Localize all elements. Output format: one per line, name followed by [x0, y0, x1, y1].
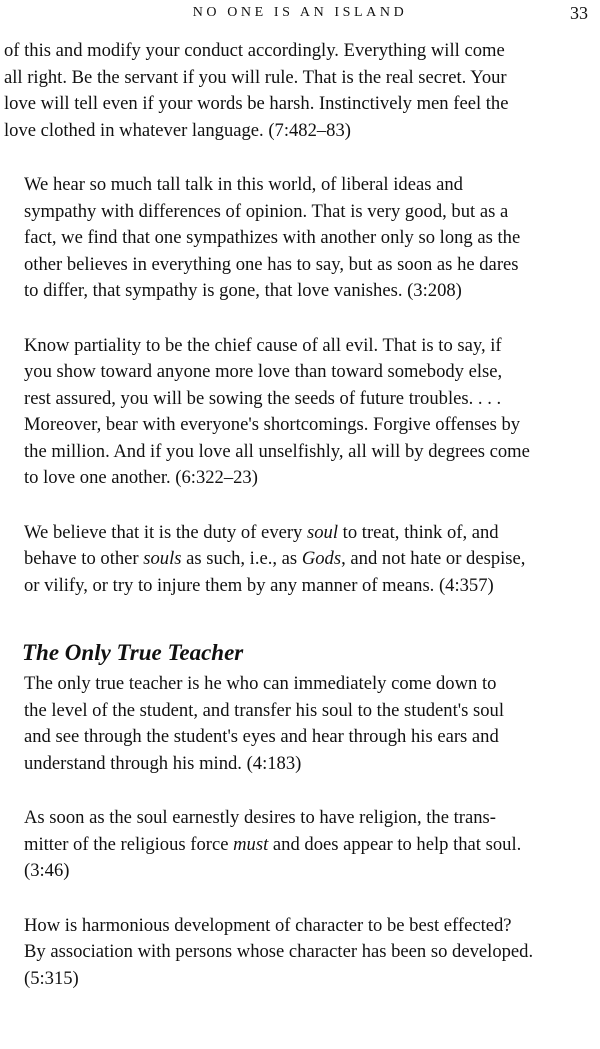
text-run: behave to other: [24, 548, 144, 569]
text-line: all right. Be the servant if you will rule. That is the real secret. Your: [4, 66, 507, 88]
text-line: fact, we find that one sympathizes with another only so long as the: [24, 227, 521, 248]
text-run: and does appear to help that soul.: [268, 833, 522, 855]
paragraph-spacer: [4, 305, 596, 333]
paragraph-spacer: [4, 144, 596, 172]
text-line: [4, 832, 596, 859]
italic-word: Gods: [301, 548, 342, 569]
section-heading: The Only True Teacher: [22, 640, 244, 665]
paragraph-6: [4, 805, 596, 885]
text-line: Know partiality to be the chief cause of all evil. That is to say, if: [24, 334, 502, 356]
text-run: mitter of the religious force: [24, 833, 234, 855]
paragraph-5: [4, 671, 596, 777]
paragraph-2: [4, 172, 596, 305]
running-title: NO ONE IS AN ISLAND: [192, 5, 408, 20]
text-line: (3:46): [24, 860, 70, 881]
italic-word: must: [233, 833, 269, 855]
text-line: other believes in everything one has to say, but as soon as he dares: [24, 253, 519, 275]
text-line: the level of the student, and transfer his soul to the student's soul: [24, 699, 504, 721]
text-line: We hear so much tall talk in this world, of liberal ideas and: [24, 174, 463, 195]
text-run: to treat, think of, and: [338, 521, 499, 543]
text-line: the million. And if you love all unselfishly, all will by degrees come: [24, 440, 530, 462]
text-line: rest assured, you will be sowing the seeds of future troubles. . . .: [24, 387, 502, 409]
text-line: [4, 546, 596, 573]
text-line: How is harmonious development of character to be best effected?: [24, 914, 512, 936]
paragraph-3: [4, 333, 596, 492]
paragraph-spacer: [4, 777, 596, 805]
italic-word: souls: [143, 548, 182, 569]
text-run: We believe that it is the duty of every: [24, 521, 308, 543]
paragraph-1: [4, 38, 596, 144]
text-line: understand through his mind. (4:183): [24, 752, 302, 774]
body-text: [4, 38, 596, 992]
page-number: 33: [570, 3, 588, 23]
text-run: as such, i.e., as: [181, 548, 302, 569]
text-line: love clothed in whatever language. (7:482–83): [4, 119, 351, 141]
paragraph-4: [4, 520, 596, 600]
text-line: or vilify, or try to injure them by any manner of means. (4:357): [24, 574, 494, 596]
text-line: Moreover, bear with everyone's shortcomings. Forgive offenses by: [24, 414, 521, 435]
text-line: of this and modify your conduct accordingly. Everything will come: [4, 40, 505, 61]
text-line: to differ, that sympathy is gone, that love vanishes. (3:208): [24, 280, 462, 301]
text-line: As soon as the soul earnestly desires to have religion, the trans-: [24, 807, 496, 828]
text-line: By association with persons whose character has been so developed.: [24, 941, 534, 962]
running-head: [0, 2, 600, 24]
text-line: sympathy with differences of opinion. That is very good, but as a: [24, 200, 509, 222]
text-line: (5:315): [24, 967, 79, 989]
text-line: love will tell even if your words be harsh. Instinctively men feel the: [4, 93, 509, 114]
text-run: , and not hate or despise,: [341, 548, 526, 569]
text-line: you show toward anyone more love than toward somebody else,: [24, 361, 503, 382]
paragraph-7: [4, 913, 596, 993]
section-spacer: [4, 599, 596, 635]
text-line: and see through the student's eyes and hear through his ears and: [24, 726, 499, 747]
italic-word: soul: [307, 521, 339, 543]
text-line: [4, 520, 596, 547]
text-line: to love one another. (6:322–23): [24, 467, 258, 488]
text-line: The only true teacher is he who can immediately come down to: [24, 673, 497, 694]
paragraph-spacer: [4, 492, 596, 520]
paragraph-spacer: [4, 885, 596, 913]
